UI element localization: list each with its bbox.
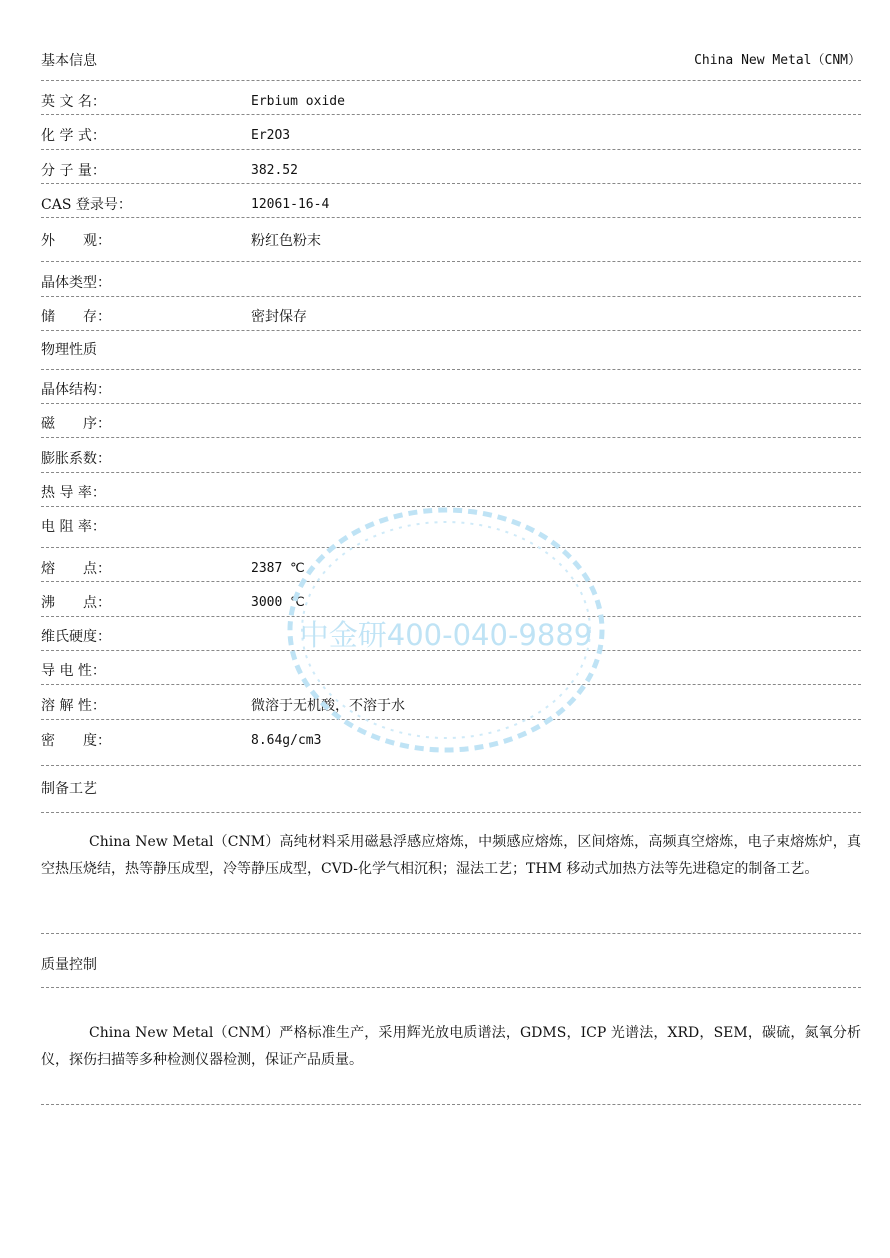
row-value: 2387 ℃	[251, 561, 305, 576]
row-label: 磁 序：	[41, 416, 111, 432]
row-density	[41, 729, 861, 753]
page-header	[41, 50, 861, 72]
preparation-paragraph: China New Metal（CNM）高纯材料采用磁悬浮感应熔炼，中频感应熔炼，区间熔炼，高频真空熔炼，电子束熔炼炉，真空热压烧结，热等静压成型，冷等静压成型，CVD-化学气相沉积；湿法工艺；THM 移动式加热方法等先进稳定的制备工艺。	[41, 834, 861, 877]
row-melting-point	[41, 557, 861, 581]
row-magnetic-order	[41, 412, 861, 436]
row-label: 晶体结构：	[41, 382, 111, 398]
divider	[41, 616, 861, 617]
company-name: China New Metal（CNM）	[694, 53, 861, 68]
section-title-physical-properties	[41, 338, 861, 362]
divider	[41, 547, 861, 548]
section-heading: 质量控制	[41, 957, 97, 973]
divider	[41, 765, 861, 766]
divider	[41, 437, 861, 438]
divider	[41, 684, 861, 685]
section-heading: 物理性质	[41, 342, 97, 358]
row-label: 导 电 性：	[41, 663, 106, 679]
divider	[41, 80, 861, 81]
row-conductivity	[41, 659, 861, 683]
row-label: 热 导 率：	[41, 485, 106, 501]
row-label: 化 学 式：	[41, 128, 106, 144]
row-molecular-weight	[41, 159, 861, 183]
divider	[41, 812, 861, 813]
divider	[41, 261, 861, 262]
row-label: 膨胀系数：	[41, 451, 111, 467]
section-title-preparation	[41, 777, 861, 801]
row-storage	[41, 305, 861, 329]
row-resistivity	[41, 515, 861, 539]
quality-paragraph: China New Metal（CNM）严格标准生产，采用辉光放电质谱法，GDMS，ICP 光谱法，XRD，SEM，碳硫，氮氧分析仪，探伤扫描等多种检测仪器检测，保证产品质量。	[41, 1025, 861, 1068]
row-label: CAS 登录号：	[41, 197, 132, 213]
section-title-basic-info: 基本信息	[41, 53, 97, 69]
document-page	[41, 0, 861, 1258]
row-value: 12061-16-4	[251, 197, 330, 212]
row-english-name	[41, 90, 861, 114]
row-label: 溶 解 性：	[41, 698, 106, 714]
row-crystal-structure	[41, 378, 861, 402]
row-value: 3000 ℃	[251, 595, 305, 610]
divider	[41, 296, 861, 297]
row-appearance	[41, 229, 861, 253]
divider	[41, 933, 861, 934]
row-value: 8.64g/cm3	[251, 733, 322, 748]
divider	[41, 114, 861, 115]
divider	[41, 650, 861, 651]
row-label: 维氏硬度：	[41, 629, 111, 645]
section-title-quality-control	[41, 953, 861, 977]
row-chemical-formula	[41, 124, 861, 148]
divider	[41, 506, 861, 507]
row-crystal-type	[41, 271, 861, 295]
row-vickers-hardness	[41, 625, 861, 649]
divider	[41, 330, 861, 331]
divider	[41, 149, 861, 150]
row-value: 密封保存	[251, 309, 307, 325]
row-boiling-point	[41, 591, 861, 615]
row-expansion-coefficient	[41, 447, 861, 471]
row-value: 微溶于无机酸，不溶于水	[251, 698, 405, 714]
row-label: 外 观：	[41, 233, 111, 249]
divider	[41, 581, 861, 582]
row-label: 储 存：	[41, 309, 111, 325]
section-heading: 制备工艺	[41, 781, 97, 797]
watermark-text: 中金研400-040-9889	[299, 618, 593, 652]
row-label: 晶体类型：	[41, 275, 111, 291]
divider	[41, 403, 861, 404]
row-solubility	[41, 694, 861, 718]
row-cas-number	[41, 193, 861, 217]
row-value: Erbium oxide	[251, 94, 345, 109]
row-label: 熔 点：	[41, 561, 111, 577]
divider	[41, 369, 861, 370]
row-label: 分 子 量：	[41, 163, 106, 179]
divider	[41, 472, 861, 473]
row-thermal-conductivity	[41, 481, 861, 505]
divider	[41, 1104, 861, 1105]
row-label: 密 度：	[41, 733, 111, 749]
divider	[41, 987, 861, 988]
divider	[41, 719, 861, 720]
row-value: Er2O3	[251, 128, 291, 143]
row-label: 电 阻 率：	[41, 519, 106, 535]
divider	[41, 217, 861, 218]
row-value: 粉红色粉末	[251, 233, 321, 249]
row-label: 英 文 名：	[41, 94, 106, 110]
divider	[41, 183, 861, 184]
row-label: 沸 点：	[41, 595, 111, 611]
row-value: 382.52	[251, 163, 298, 178]
